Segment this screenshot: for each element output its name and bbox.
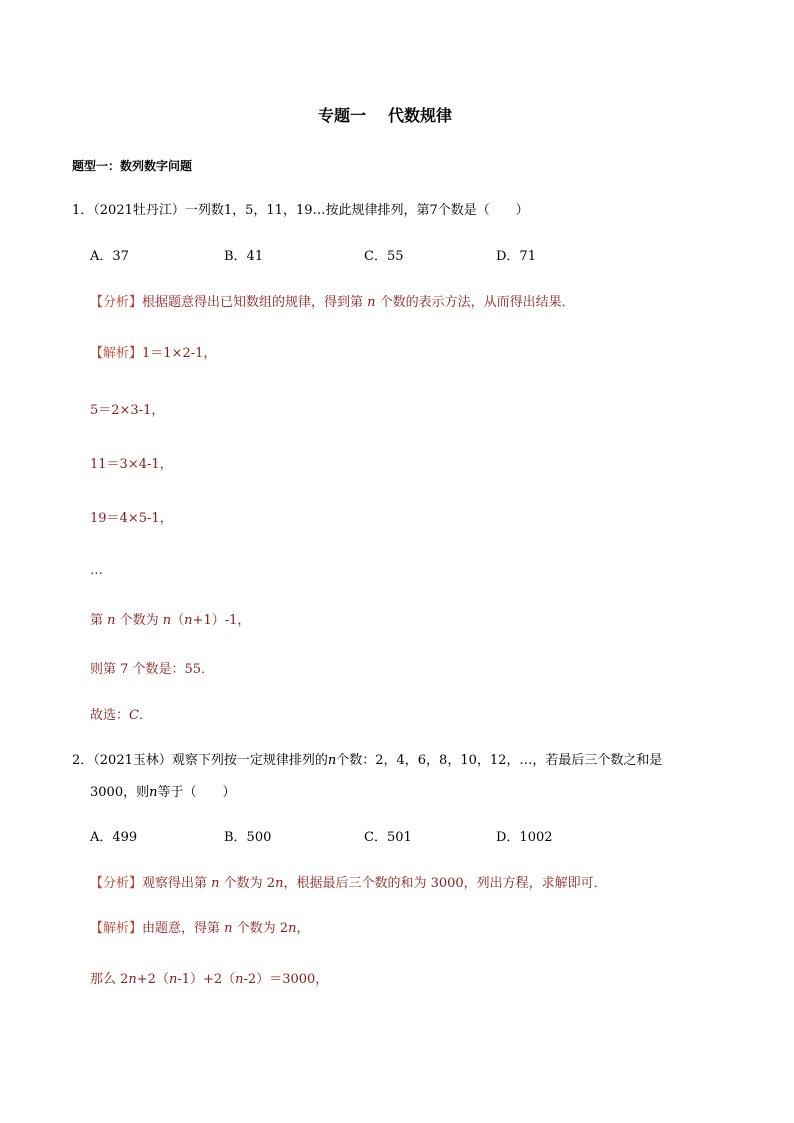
q2-stem-line2	[90, 785, 235, 801]
q2-stem2-a: 3000，则	[90, 785, 150, 800]
q2-option-d: D．1002	[496, 830, 553, 845]
q2-stem2-b: 等于（ ）	[157, 785, 236, 800]
q1-option-a: A．37	[90, 249, 129, 264]
q2-analysis-a: 观察得出第	[142, 876, 212, 891]
q2-equation	[90, 972, 328, 988]
q1-analysis-text-b: 个数的表示方法，从而得出结果．	[375, 295, 575, 310]
q2-stem2-var: n	[149, 785, 158, 800]
q2-stem-line1	[72, 753, 662, 769]
q1-solution-line1: 1＝1×2-1，	[142, 346, 217, 361]
q1-seventh: 则第 7 个数是：55．	[90, 662, 215, 677]
q1-general-b: 个数为	[115, 613, 163, 628]
q1-analysis-text-a: 根据题意得出已知数组的规律，得到第	[142, 295, 368, 310]
q1-option-d: D．71	[496, 249, 536, 264]
q2-solution-tag: 【解析】	[90, 921, 143, 936]
q2-equation-var2: n	[168, 972, 178, 987]
q1-line-3: 19＝4×5-1，	[90, 511, 173, 526]
q2-stem-a: 2．（2021玉林）观察下列按一定规律排列的	[72, 753, 328, 768]
q1-choice-b: ．	[138, 708, 152, 723]
q2-analysis-b: 个数为 2	[219, 876, 276, 891]
q1-choice-a: 故选：	[90, 708, 130, 723]
page-title	[318, 106, 452, 126]
q2-option-c: C．501	[364, 830, 412, 845]
q1-choice	[90, 708, 152, 724]
q1-general-var2: n	[162, 613, 172, 628]
q2-analysis-var2: n	[275, 876, 284, 891]
q1-line-4: …	[90, 563, 103, 578]
q2-analysis-c: ，根据最后三个数的和为 3000，列出方程，求解即可．	[283, 876, 607, 891]
title-part2: 代数规律	[388, 106, 453, 125]
q2-equation-a: 那么 2	[90, 972, 129, 987]
q1-line-1: 5＝2×3-1，	[90, 403, 165, 418]
title-part1: 专题一	[318, 106, 367, 125]
q1-stem: 1．（2021牡丹江）一列数1，5，11，19…按此规律排列，第7个数是（ ）	[72, 203, 529, 218]
q2-equation-var3: n	[235, 972, 244, 987]
q1-solution-tag: 【解析】	[90, 346, 143, 361]
q2-stem-b: 个数：2，4，6，8，10，12，…，若最后三个数之和是	[336, 753, 663, 768]
q2-equation-b: +2（	[136, 972, 169, 987]
q2-analysis	[90, 876, 607, 892]
q2-solution-b: 个数为 2	[232, 921, 289, 936]
q2-equation-d: -2）＝3000，	[243, 972, 329, 987]
q1-analysis	[90, 295, 575, 311]
q1-general-d: +1）-1，	[192, 613, 251, 628]
q2-solution-var2: n	[288, 921, 297, 936]
q2-option-a: A．499	[90, 830, 138, 845]
q2-solution-var: n	[224, 921, 233, 936]
q2-solution	[90, 921, 309, 937]
q2-solution-c: ，	[296, 921, 310, 936]
q2-analysis-var: n	[211, 876, 220, 891]
q1-analysis-tag: 【分析】	[90, 295, 143, 310]
q1-solution	[90, 346, 216, 362]
q2-equation-c: -1）+2（	[177, 972, 236, 987]
q1-option-c: C．55	[364, 249, 404, 264]
q1-general-term	[90, 613, 250, 629]
section-heading: 题型一：数列数字问题	[72, 159, 193, 173]
q2-analysis-tag: 【分析】	[90, 876, 143, 891]
q1-analysis-var: n	[367, 295, 376, 310]
q1-general-var3: n	[184, 613, 193, 628]
q1-general-var: n	[107, 613, 116, 628]
q1-choice-letter: C	[129, 708, 139, 723]
q2-option-b: B．500	[224, 830, 272, 845]
q2-equation-var: n	[128, 972, 137, 987]
q1-option-b: B．41	[224, 249, 264, 264]
q1-line-2: 11＝3×4-1，	[90, 457, 173, 472]
q2-stem-var: n	[327, 753, 337, 768]
q2-solution-a: 由题意，得第	[142, 921, 225, 936]
q1-general-a: 第	[90, 613, 108, 628]
q1-general-c: （	[171, 613, 185, 628]
